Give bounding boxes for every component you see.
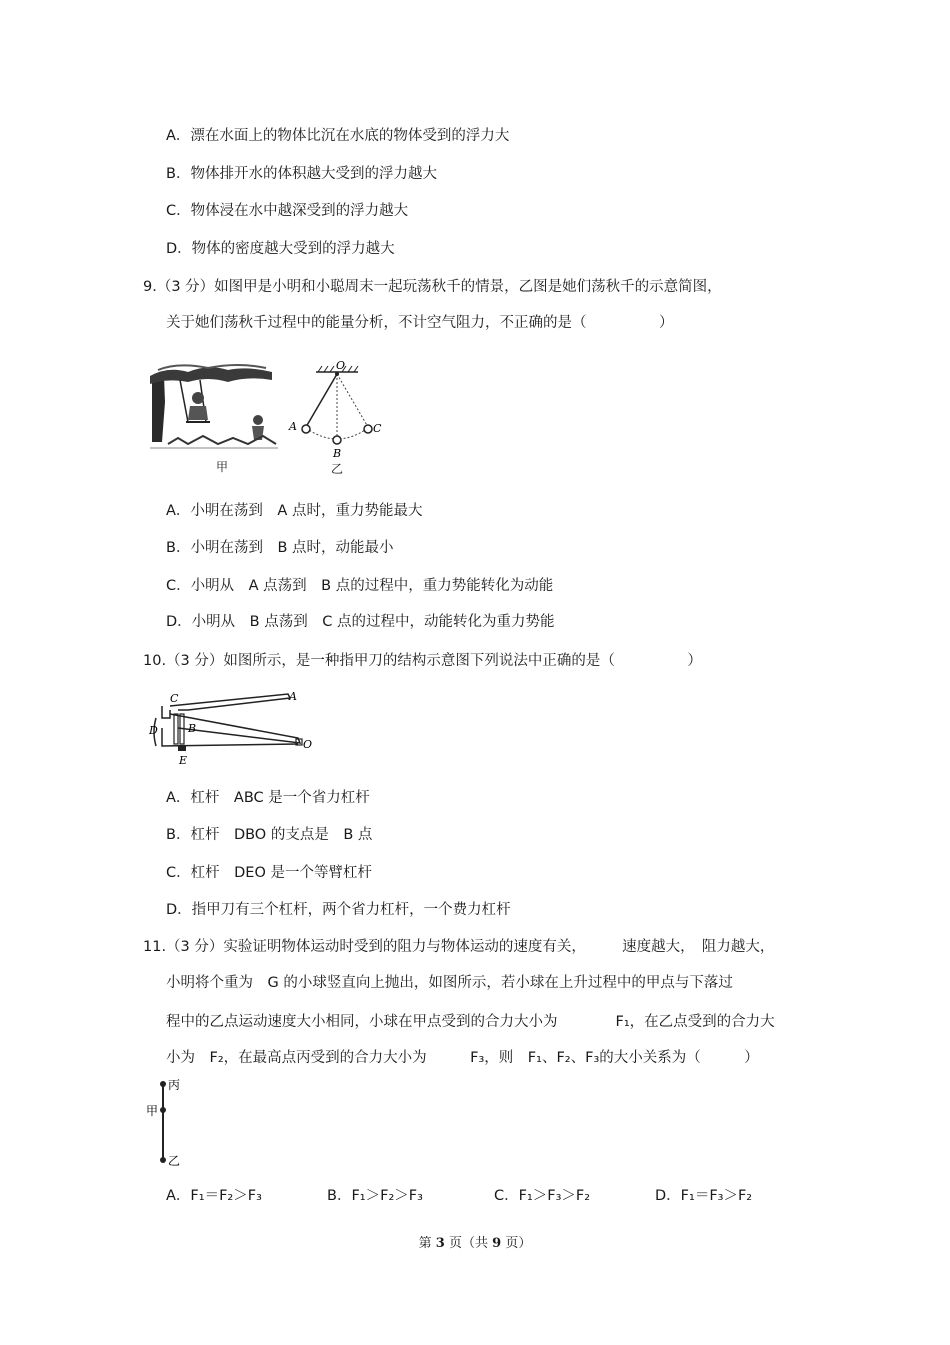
fig-label-jia: 甲: [216, 460, 229, 474]
footer-suffix: 页）: [505, 1236, 532, 1251]
footer-middle: 页（共: [448, 1236, 488, 1251]
q9-option-a: A．小明在荡到 A 点时，重力势能最大: [166, 503, 423, 519]
point-yi-label: 乙: [168, 1154, 181, 1168]
clipper-point-c-label: C: [170, 692, 179, 705]
q8-option-c: C．物体浸在水中越深受到的浮力越大: [166, 203, 409, 219]
q11-option-a: A．F₁＝F₂＞F₃: [166, 1188, 262, 1204]
q10-option-c: C．杠杆 DEO 是一个等臂杠杆: [166, 865, 372, 881]
q8-option-b: B．物体排开水的体积越大受到的浮力越大: [166, 166, 437, 182]
q10-option-b: B．杠杆 DBO 的支点是 B 点: [166, 827, 373, 843]
q9-stem-line2: 关于她们荡秋千过程中的能量分析，不计空气阻力，不正确的是（ ）: [166, 315, 674, 331]
q11-stem-line1: 11.（3 分）实验证明物体运动时受到的阻力与物体运动的速度有关， 速度越大， 阻力越大，: [143, 939, 775, 955]
q11-stem-line4: 小为 F₂，在最高点丙受到的合力大小为 F₃，则 F₁、F₂、F₃的大小关系为（ ）: [166, 1050, 759, 1066]
q11-option-b: B．F₁＞F₂＞F₃: [327, 1188, 423, 1204]
swing-scene-illustration: [148, 362, 280, 452]
q9-option-d: D．小明从 B 点荡到 C 点的过程中，动能转化为重力势能: [166, 614, 555, 630]
point-bing-label: 丙: [168, 1078, 181, 1092]
vertical-throw-diagram: [144, 1078, 194, 1170]
q10-option-d: D．指甲刀有三个杠杆，两个省力杠杆，一个费力杠杆: [166, 902, 511, 918]
q11-stem-line2: 小明将个重为 G 的小球竖直向上抛出，如图所示，若小球在上升过程中的甲点与下落过: [166, 975, 733, 991]
footer-page-number: 3: [435, 1236, 445, 1251]
q8-option-a: A．漂在水面上的物体比沉在水底的物体受到的浮力大: [166, 128, 510, 144]
q11-option-c: C．F₁＞F₃＞F₂: [494, 1188, 591, 1204]
q10-stem: 10.（3 分）如图所示，是一种指甲刀的结构示意图下列说法中正确的是（ ）: [143, 653, 702, 669]
clipper-point-e-label: E: [179, 754, 188, 767]
q9-stem-line1: 9.（3 分）如图甲是小明和小聪周末一起玩荡秋千的情景，乙图是她们荡秋千的示意简图，: [143, 279, 722, 295]
q9-option-b: B．小明在荡到 B 点时，动能最小: [166, 540, 394, 556]
point-jia-label: 甲: [146, 1104, 159, 1118]
clipper-point-o-label: O: [303, 738, 313, 751]
point-b-label: B: [333, 447, 342, 460]
fig-label-yi: 乙: [331, 462, 344, 476]
q8-option-d: D．物体的密度越大受到的浮力越大: [166, 241, 395, 257]
point-o-label: O: [336, 360, 346, 372]
clipper-point-a-label: A: [289, 690, 297, 703]
page-footer: [0, 1232, 950, 1251]
point-a-label: A: [289, 420, 297, 433]
footer-prefix: 第: [418, 1236, 432, 1251]
footer-total-pages: 9: [492, 1236, 502, 1251]
q11-option-d: D．F₁＝F₃＞F₂: [655, 1188, 753, 1204]
clipper-point-d-label: D: [149, 724, 158, 737]
point-c-label: C: [373, 422, 382, 435]
pendulum-diagram: [286, 360, 386, 460]
q11-stem-line3: 程中的乙点运动速度大小相同，小球在甲点受到的合力大小为 F₁，在乙点受到的合力大: [166, 1014, 775, 1030]
q10-option-a: A．杠杆 ABC 是一个省力杠杆: [166, 790, 370, 806]
nail-clipper-diagram: [148, 688, 314, 770]
clipper-point-b-label: B: [188, 722, 197, 735]
q9-option-c: C．小明从 A 点荡到 B 点的过程中，重力势能转化为动能: [166, 578, 554, 594]
